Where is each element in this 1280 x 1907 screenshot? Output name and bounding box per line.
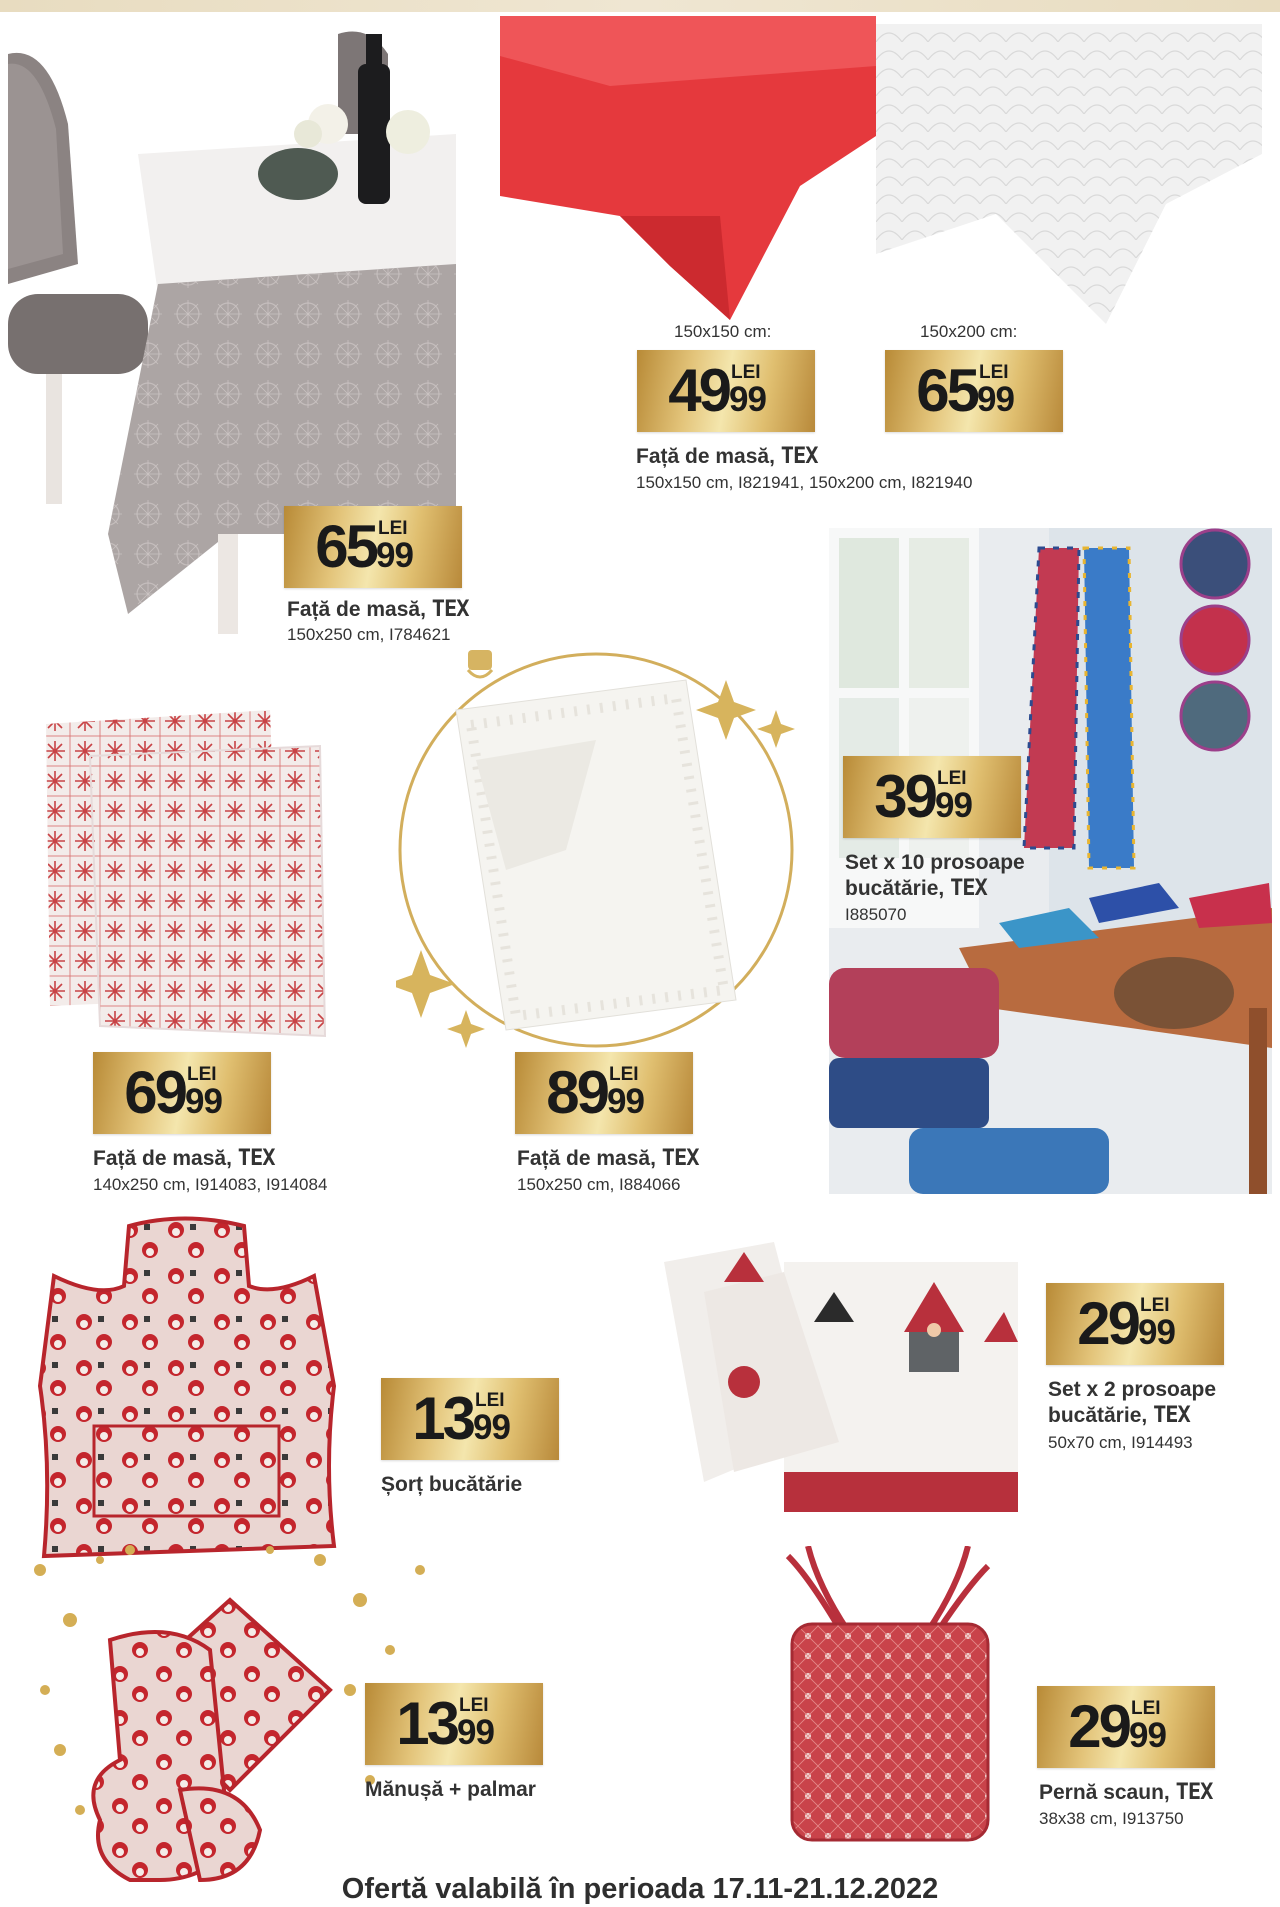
white-tablecloth-ornament-image [396,650,796,1060]
brand-name: TEX [431,597,469,622]
offer-validity-footer: Ofertă valabilă în perioada 17.11-21.12.2022 [341,1873,939,1905]
price-badge [365,1683,543,1765]
price-decimals: 99 [185,1082,222,1121]
top-banner-strip [0,0,1280,12]
price-currency: LEI [1140,1295,1170,1316]
price-currency: LEI [378,518,408,539]
product-title-line1: Set x 10 prosoape [845,851,1025,874]
product-name [636,444,818,470]
product-title: Mănușă + palmar [365,1778,536,1801]
product-name [1039,1780,1212,1806]
size-label-b: 150x200 cm: [920,322,1018,341]
product-title-line1: Set x 2 prosoape [1048,1378,1217,1401]
brand-name: TEX [1153,1403,1190,1428]
price-badge [284,506,462,588]
product-name [845,850,1045,902]
product-name [93,1146,275,1172]
product-details: 150x250 cm, I784621 [287,625,451,644]
price-integer: 65 [916,357,977,424]
price-decimals: 99 [607,1082,644,1121]
gnome-towels-image [664,1232,1018,1514]
product-title: Față de masă, [93,1147,232,1170]
price-currency: LEI [979,362,1009,383]
product-title: Față de masă, [287,598,426,621]
price-integer: 39 [874,763,935,830]
red-tablecloth-image [500,16,876,320]
size-label-a: 150x150 cm: [674,322,772,341]
product-details: 150x150 cm, I821941, 150x200 cm, I821940 [636,473,973,492]
price-integer: 49 [668,357,729,424]
product-details: 50x70 cm, I914493 [1048,1433,1193,1452]
price-currency: LEI [475,1390,505,1411]
santa-apron-image [24,1216,350,1572]
brand-name: TEX [780,444,818,469]
price-integer: 89 [546,1059,607,1126]
price-decimals: 99 [457,1713,494,1752]
product-title: Șorț bucătărie [381,1473,523,1496]
brand-name: TEX [237,1146,275,1171]
price-currency: LEI [187,1064,217,1085]
product-details: 150x250 cm, I884066 [517,1175,681,1194]
price-decimals: 99 [1129,1716,1166,1755]
brand-name: TEX [950,876,987,901]
price-integer: 69 [124,1059,185,1126]
seat-cushion-image [778,1546,1002,1846]
product-title-line2: bucătărie, [1048,1404,1148,1427]
price-badge [1046,1283,1224,1365]
price-currency: LEI [937,768,967,789]
product-title: Față de masă, [517,1147,656,1170]
product-title: Față de masă, [636,445,775,468]
price-badge [637,350,815,432]
price-decimals: 99 [376,536,413,575]
price-decimals: 99 [1138,1313,1175,1352]
star-pattern-tablecloth-image [40,706,330,1038]
price-currency: LEI [731,362,761,383]
product-title: Pernă scaun, [1039,1781,1170,1804]
price-decimals: 99 [977,380,1014,419]
price-badge [93,1052,271,1134]
price-decimals: 99 [473,1408,510,1447]
product-name [287,597,469,623]
price-integer: 13 [412,1385,473,1452]
product-details: 38x38 cm, I913750 [1039,1809,1184,1828]
product-name [517,1146,699,1172]
price-integer: 29 [1077,1290,1138,1357]
product-title-line2: bucătărie, [845,877,945,900]
price-decimals: 99 [935,786,972,825]
brand-name: TEX [661,1146,699,1171]
price-badge [381,1378,559,1460]
price-integer: 13 [396,1690,457,1757]
product-details: I885070 [845,905,907,924]
price-badge [515,1052,693,1134]
price-currency: LEI [459,1695,489,1716]
product-name [381,1472,522,1498]
brand-name: TEX [1175,1780,1213,1805]
price-integer: 65 [315,513,376,580]
product-details: 140x250 cm, I914083, I914084 [93,1175,328,1194]
price-badge [843,756,1021,838]
product-name [365,1777,536,1803]
product-name [1048,1377,1268,1429]
price-badge [1037,1686,1215,1768]
price-currency: LEI [1131,1698,1161,1719]
price-currency: LEI [609,1064,639,1085]
price-integer: 29 [1068,1693,1129,1760]
white-tablecloth-image [876,24,1262,324]
price-badge [885,350,1063,432]
price-decimals: 99 [729,380,766,419]
